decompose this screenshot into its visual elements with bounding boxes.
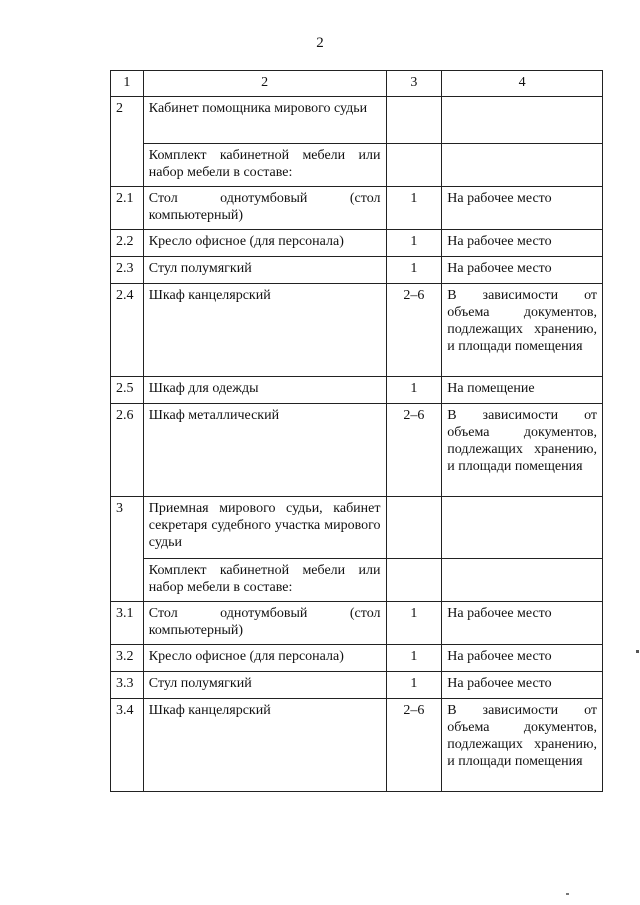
row-number: 3.3 — [111, 672, 144, 699]
row-note: На рабочее место — [442, 602, 603, 645]
section-number: 2 — [111, 97, 144, 187]
row-note: В зависимости от объема документов, подлежащих хранению, и площади помещения — [442, 284, 603, 377]
table-row — [111, 230, 603, 257]
table-row — [111, 257, 603, 284]
table-row — [111, 187, 603, 230]
row-note: На рабочее место — [442, 257, 603, 284]
section-subtitle: Комплект кабинетной мебели или набор мебели в составе: — [143, 559, 386, 602]
row-quantity: 2–6 — [386, 699, 442, 792]
row-quantity: 1 — [386, 602, 442, 645]
row-quantity: 1 — [386, 257, 442, 284]
section-subtitle-row — [111, 559, 603, 602]
table-row — [111, 284, 603, 377]
row-name: Шкаф канцелярский — [143, 284, 386, 377]
row-note: На помещение — [442, 377, 603, 404]
section-title: Приемная мирового судьи, кабинет секретаря судебного участка мирового судьи — [143, 497, 386, 559]
scan-dot — [566, 893, 569, 895]
row-name: Стул полумягкий — [143, 257, 386, 284]
row-number: 2.3 — [111, 257, 144, 284]
row-name: Шкаф канцелярский — [143, 699, 386, 792]
row-note: На рабочее место — [442, 187, 603, 230]
row-note: На рабочее место — [442, 672, 603, 699]
row-name: Шкаф для одежды — [143, 377, 386, 404]
row-name: Стул полумягкий — [143, 672, 386, 699]
row-name: Стол однотумбовый (стол компьютерный) — [143, 602, 386, 645]
row-note: В зависимости от объема документов, подлежащих хранению, и площади помещения — [442, 699, 603, 792]
section-subtitle-row — [111, 144, 603, 187]
section-number: 3 — [111, 497, 144, 602]
table-header-row — [111, 71, 603, 97]
row-note: В зависимости от объема документов, подлежащих хранению, и площади помещения — [442, 404, 603, 497]
table-row — [111, 404, 603, 497]
row-note: На рабочее место — [442, 645, 603, 672]
table-row — [111, 672, 603, 699]
row-quantity: 1 — [386, 187, 442, 230]
row-quantity: 1 — [386, 672, 442, 699]
row-name: Кресло офисное (для персонала) — [143, 645, 386, 672]
header-col-2: 2 — [143, 71, 386, 97]
row-note: На рабочее место — [442, 230, 603, 257]
page-number: 2 — [316, 35, 324, 51]
table-row — [111, 699, 603, 792]
row-quantity: 2–6 — [386, 284, 442, 377]
row-number: 2.4 — [111, 284, 144, 377]
row-name: Шкаф металлический — [143, 404, 386, 497]
margin-mark — [636, 650, 639, 653]
row-number: 2.6 — [111, 404, 144, 497]
section-row — [111, 497, 603, 559]
row-quantity: 1 — [386, 377, 442, 404]
row-number: 3.1 — [111, 602, 144, 645]
row-number: 2.1 — [111, 187, 144, 230]
row-name: Стол однотумбовый (стол компьютерный) — [143, 187, 386, 230]
table-row — [111, 645, 603, 672]
equipment-table — [110, 70, 603, 792]
section-row — [111, 97, 603, 144]
row-quantity: 2–6 — [386, 404, 442, 497]
row-quantity: 1 — [386, 230, 442, 257]
header-col-1: 1 — [111, 71, 144, 97]
table-row — [111, 602, 603, 645]
section-title: Кабинет помощника мирового судьи — [143, 97, 386, 144]
header-col-3: 3 — [386, 71, 442, 97]
row-number: 2.2 — [111, 230, 144, 257]
header-col-4: 4 — [442, 71, 603, 97]
row-number: 2.5 — [111, 377, 144, 404]
row-number: 3.4 — [111, 699, 144, 792]
row-name: Кресло офисное (для персонала) — [143, 230, 386, 257]
row-number: 3.2 — [111, 645, 144, 672]
section-subtitle: Комплект кабинетной мебели или набор мебели в составе: — [143, 144, 386, 187]
table-row — [111, 377, 603, 404]
row-quantity: 1 — [386, 645, 442, 672]
